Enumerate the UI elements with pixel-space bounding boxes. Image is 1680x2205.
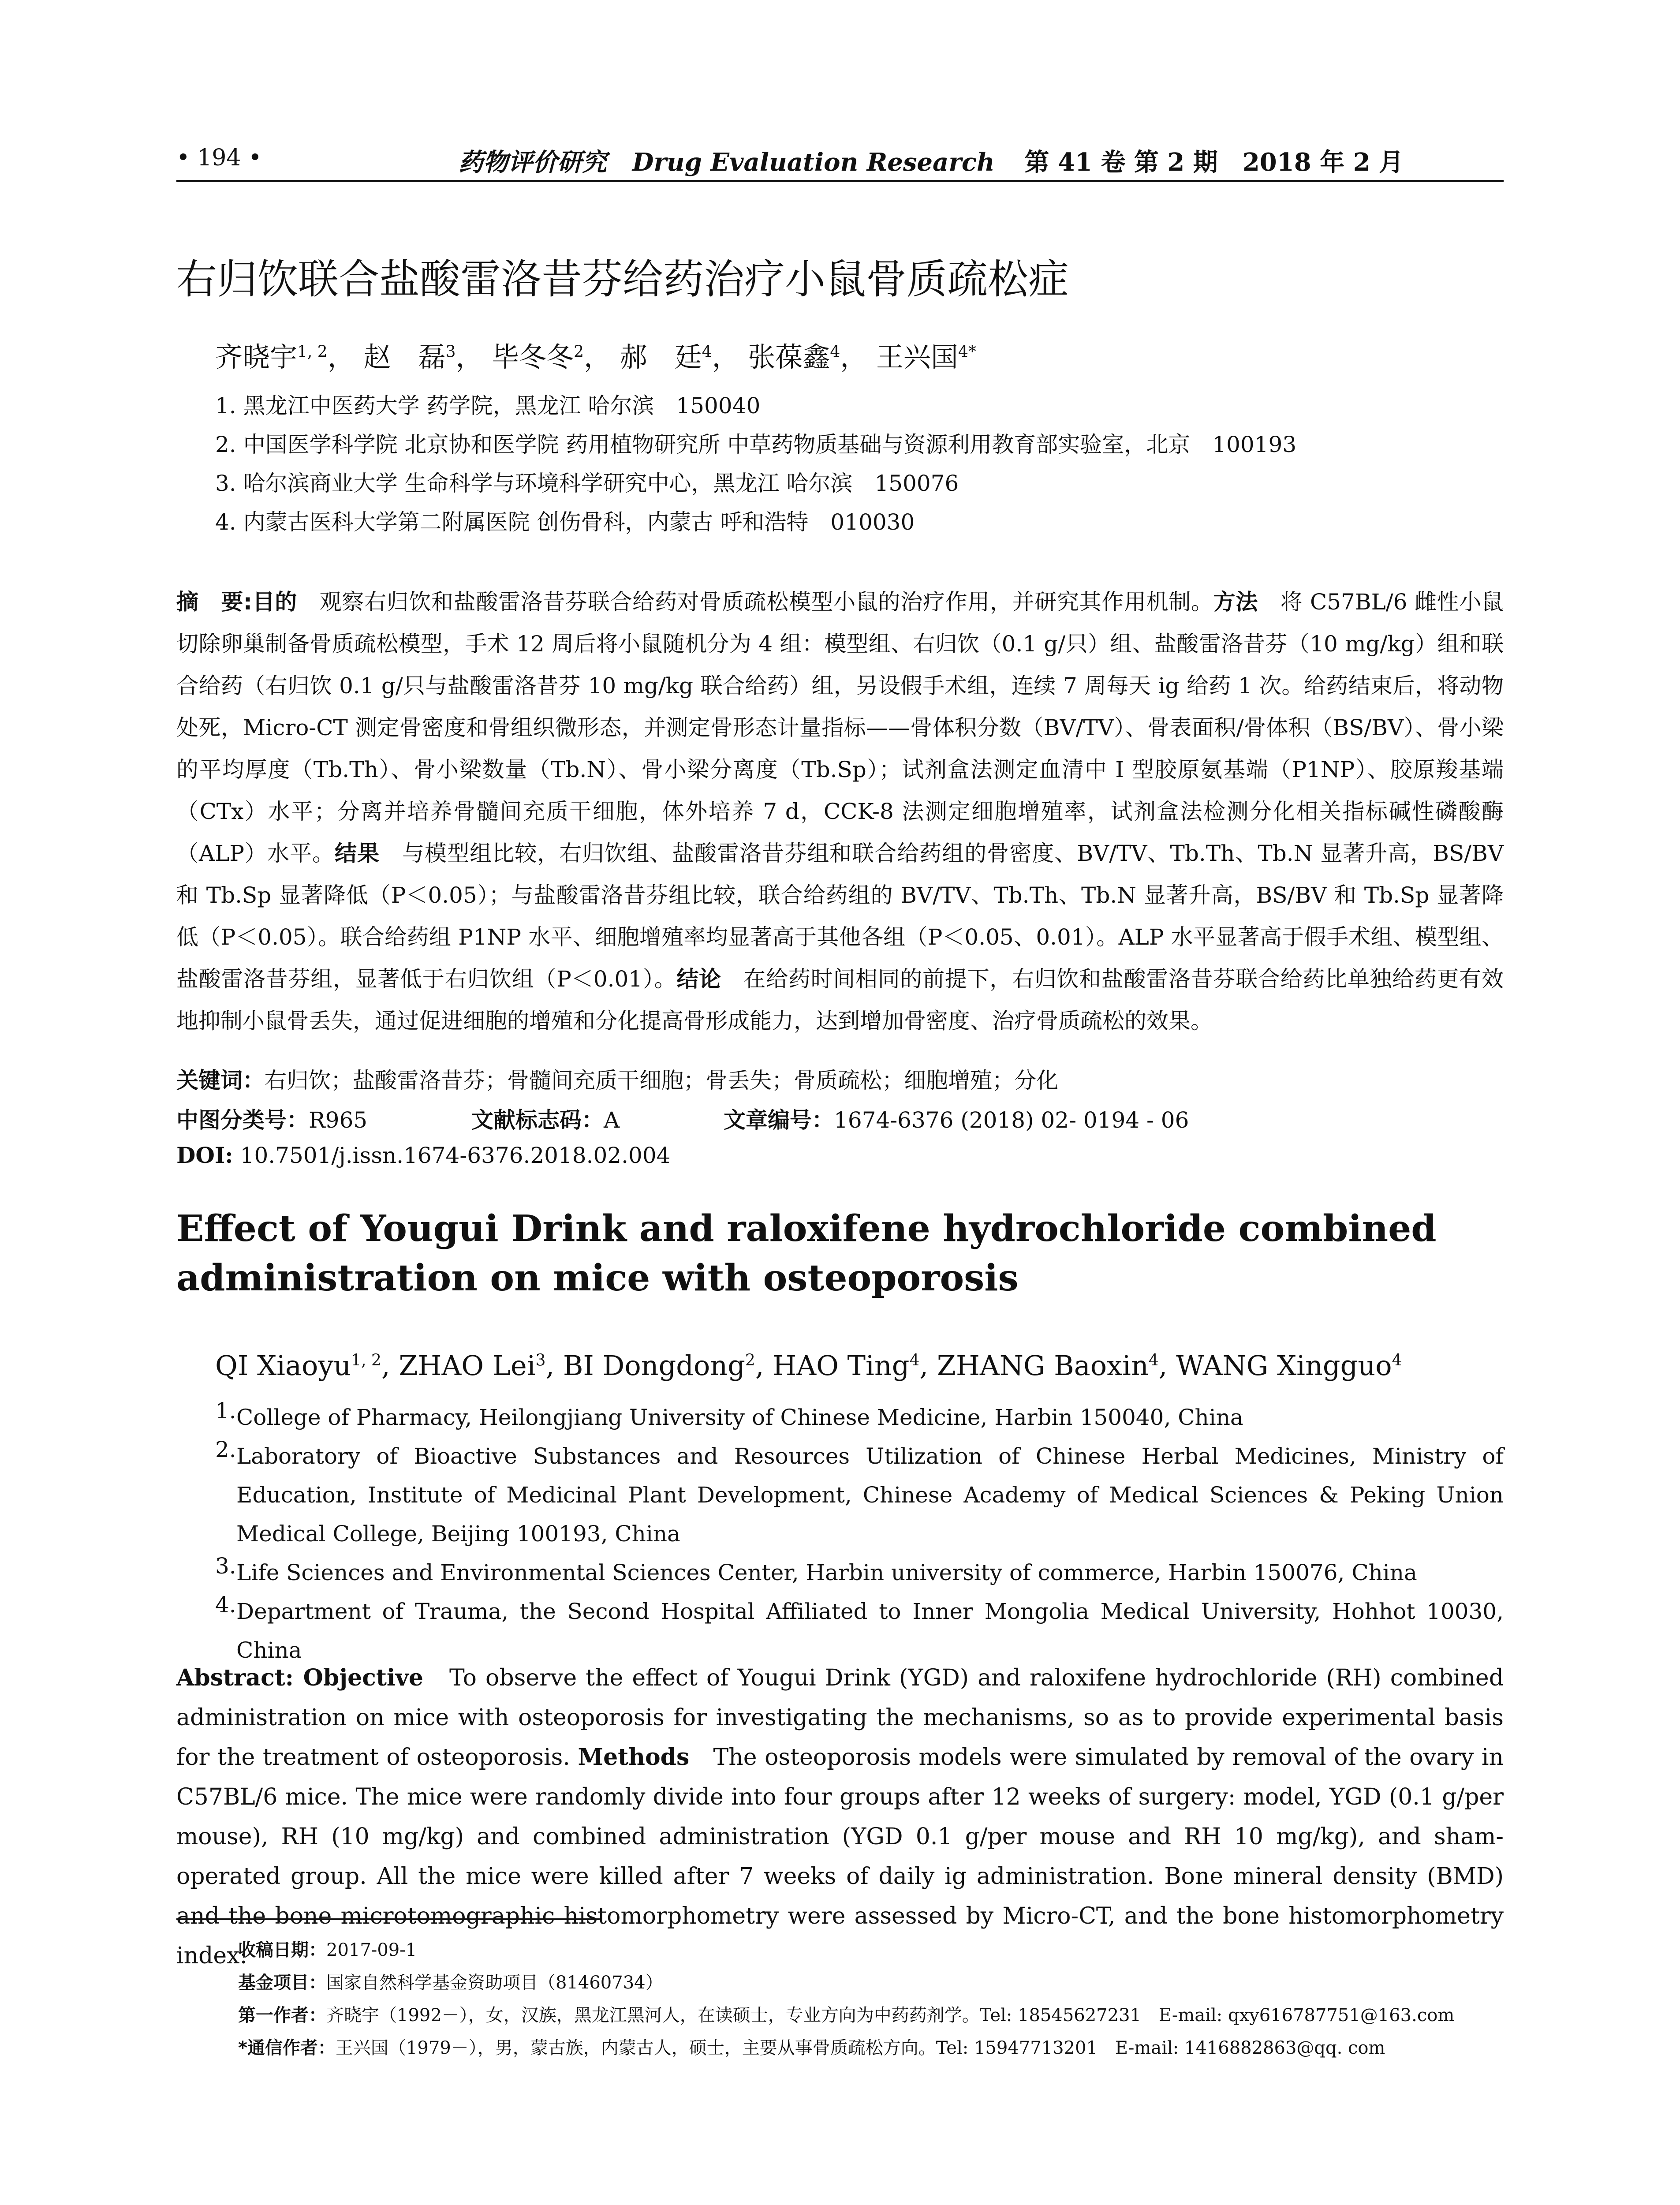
objective-text: 观察右归饮和盐酸雷洛昔芬联合给药对骨质疏松模型小鼠的治疗作用，并研究其作用机制。 — [297, 589, 1213, 615]
author-affiliation-mark: 4 — [909, 1351, 920, 1370]
affiliation-text: College of Pharmacy, Heilongjiang University of Chinese Medicine, Harbin 150040, China — [236, 1405, 1243, 1430]
author: 毕冬冬 — [492, 341, 574, 373]
journal-issue: 第 41 卷 第 2 期 2018 年 2 月 — [1024, 148, 1404, 177]
methods-label-en: Methods — [578, 1744, 690, 1771]
author-en: WANG Xingguo — [1176, 1349, 1392, 1382]
footnote-value: 国家自然科学基金资助项目（81460734） — [326, 1973, 663, 1993]
author: 赵 磊 — [363, 341, 446, 373]
author-en: HAO Ting — [773, 1349, 910, 1382]
running-header — [176, 140, 1504, 182]
author-affiliation-mark: 4 — [702, 343, 712, 361]
affiliation-en — [215, 1437, 1504, 1553]
affiliation-en — [215, 1398, 1504, 1437]
page-number: • 194 • — [176, 145, 262, 171]
journal-name-en: Drug Evaluation Research — [632, 148, 995, 177]
affiliation-cn: 2. 中国医学科学院 北京协和医学院 药用植物研究所 中草药物质基础与资源利用教育部实验室，北京 100193 — [215, 432, 1297, 457]
footnote-corresponding — [238, 2034, 1385, 2059]
author-en: BI Dongdong — [563, 1349, 745, 1382]
affiliation-number: 2. — [215, 1437, 236, 1462]
affiliation-cn: 1. 黑龙江中医药大学 药学院，黑龙江 哈尔滨 150040 — [215, 393, 761, 419]
author-en: ZHANG Baoxin — [937, 1349, 1149, 1382]
abstract-label: 摘 要: — [176, 589, 253, 615]
journal-logo-cn: 药物评价研究 — [459, 148, 607, 177]
author-affiliation-mark: 2 — [745, 1351, 755, 1370]
conclusion-label: 结论 — [676, 966, 721, 992]
affiliation-text: Department of Trauma, the Second Hospital Affiliated to Inner Mongolia Medical University, Hohhot 10030, China — [236, 1599, 1504, 1663]
footnote-label: 收稿日期： — [238, 1940, 326, 1960]
author-en: QI Xiaoyu — [215, 1349, 351, 1382]
author-affiliation-mark: 1, 2 — [351, 1351, 381, 1370]
clc-label: 中图分类号： — [176, 1107, 309, 1133]
results-text: 与模型组比较，右归饮组、盐酸雷洛昔芬组和联合给药组的骨密度、BV/TV、Tb.Th、Tb.N 显著升高，BS/BV 和 Tb.Sp 显著降低（P＜0.05）；与盐酸雷洛昔芬组比较，联合给药组的 BV/TV、Tb.Th、Tb.N 显著升高，BS/BV 和 Tb.Sp 显著降低（P＜0.05）。联合给药组 P1NP 水平、细胞增殖率均显著高于其他各组（P＜0.05、0.01）。ALP 水平显著高于假手术组、模型组、盐酸雷洛昔芬组，显著低于右归饮组（P＜0.01）。 — [176, 841, 1504, 992]
footnote-value: 齐晓宇（1992－），女，汉族，黑龙江黑河人，在读硕士，专业方向为中药药剂学。Tel: 18545627231 E-mail: qxy616787751@163.com — [326, 2005, 1455, 2026]
article-title-cn: 右归饮联合盐酸雷洛昔芬给药治疗小鼠骨质疏松症 — [176, 256, 1069, 303]
footnote-funding — [238, 1969, 663, 1994]
abstract-cn — [176, 581, 1504, 1042]
footnote-label: *通信作者： — [238, 2038, 336, 2058]
author-affiliation-mark: 2 — [574, 343, 584, 361]
affiliation-cn: 3. 哈尔滨商业大学 生命科学与环境科学研究中心，黑龙江 哈尔滨 150076 — [215, 471, 959, 496]
conclusion-text: 在给药时间相同的前提下，右归饮和盐酸雷洛昔芬联合给药比单独给药更有效地抑制小鼠骨丢失，通过促进细胞的增殖和分化提高骨形成能力，达到增加骨密度、治疗骨质疏松的效果。 — [176, 966, 1504, 1034]
article-no-label: 文章编号： — [724, 1107, 834, 1133]
footnote-received — [238, 1936, 417, 1961]
affiliation-number: 3. — [215, 1553, 236, 1579]
footnote-value: 2017-09-1 — [326, 1940, 417, 1960]
author-affiliation-mark: 4* — [958, 343, 976, 361]
clc-value: R965 — [309, 1107, 368, 1133]
doc-code-label: 文献标志码： — [471, 1107, 604, 1133]
doi-line — [176, 1142, 670, 1168]
author-affiliation-mark: 1, 2 — [297, 343, 328, 361]
affiliation-en — [215, 1553, 1504, 1592]
journal-info — [459, 143, 1404, 178]
footnote-label: 基金项目： — [238, 1973, 326, 1993]
footnote-label: 第一作者： — [238, 2005, 326, 2026]
results-label: 结果 — [335, 841, 380, 866]
doi-value: 10.7501/j.issn.1674-6376.2018.02.004 — [233, 1143, 671, 1168]
author-affiliation-mark: 3 — [445, 343, 456, 361]
keywords-label: 关键词： — [176, 1068, 265, 1093]
affiliation-text: Life Sciences and Environmental Sciences Center, Harbin university of commerce, Harbin 150076, China — [236, 1560, 1417, 1585]
authors-en: QI Xiaoyu$^{1, 2}$, ZHAO Lei$^3$, BI Dongdong$^2$, HAO Ting$^4$, ZHANG Baoxin$^4$, WANG Xingguo$^4$ — [215, 1349, 1402, 1382]
author-affiliation-mark: 4 — [830, 343, 840, 361]
author: 郝 廷 — [620, 341, 702, 373]
footnote-first-author — [238, 2001, 1454, 2026]
author: 王兴国 — [876, 341, 959, 373]
affiliation-text: Laboratory of Bioactive Substances and Resources Utilization of Chinese Herbal Medicines, Ministry of Education, Institute of Medicinal Plant Development, Chinese Academy of Medical Sciences & Peking Union Medical College, Beijing 100193, China — [236, 1443, 1504, 1547]
methods-label: 方法 — [1213, 589, 1258, 615]
doc-code-value: A — [604, 1107, 620, 1133]
author-affiliation-mark: 4 — [1148, 1351, 1159, 1370]
keywords-cn — [176, 1063, 1058, 1095]
objective-label: 目的 — [252, 589, 298, 615]
classification-line — [176, 1102, 1189, 1134]
author-en: ZHAO Lei — [399, 1349, 536, 1382]
affiliation-number: 4. — [215, 1592, 236, 1618]
abstract-en — [176, 1658, 1504, 1976]
author-affiliation-mark: 3 — [535, 1351, 546, 1370]
article-title-en: Effect of Yougui Drink and raloxifene hydrochloride combined administration on mice with osteoporosis — [176, 1207, 1437, 1299]
footnote-rule — [176, 1918, 600, 1920]
doi-label: DOI: — [176, 1142, 233, 1168]
footnote-value: 王兴国（1979－），男，蒙古族，内蒙古人，硕士，主要从事骨质疏松方向。Tel: 15947713201 E-mail: 1416882863@qq. com — [335, 2038, 1385, 2058]
methods-text-en: The osteoporosis models were simulated by removal of the ovary in C57BL/6 mice. The mice were randomly divide into four groups after 12 weeks of surgery: model, YGD (0.1 g/per mouse), RH (10 mg/kg) and combined administration (YGD 0.1 g/per mouse and RH 10 mg/kg), and sham-operated group. All the mice were killed after 7 weeks of daily ig administration. Bone mineral density (BMD) and the bone microtomographic histomorphometry were assessed by Micro-CT, and the bone histomorphometry index: — [176, 1744, 1504, 1969]
keywords-text: 右归饮；盐酸雷洛昔芬；骨髓间充质干细胞；骨丢失；骨质疏松；细胞增殖；分化 — [265, 1068, 1058, 1093]
methods-text: 将 C57BL/6 雌性小鼠切除卵巢制备骨质疏松模型，手术 12 周后将小鼠随机分为 4 组：模型组、右归饮（0.1 g/只）组、盐酸雷洛昔芬（10 mg/kg）组和联合给药（右归饮 0.1 g/只与盐酸雷洛昔芬 10 mg/kg 联合给药）组，另设假手术组，连续 7 周每天 ig 给药 1 次。给药结束后，将动物处死，Micro-CT 测定骨密度和骨组织微形态，并测定骨形态计量指标——骨体积分数（BV/TV）、骨表面积/骨体积（BS/BV）、骨小梁的平均厚度（Tb.Th）、骨小梁数量（Tb.N）、骨小梁分离度（Tb.Sp）；试剂盒法测定血清中 I 型胶原氨基端（P1NP）、胶原羧基端（CTx）水平；分离并培养骨髓间充质干细胞，体外培养 7 d，CCK-8 法测定细胞增殖率，试剂盒法检测分化相关指标碱性磷酸酶（ALP）水平。 — [176, 589, 1504, 866]
author-affiliation-mark: 4 — [1392, 1351, 1402, 1370]
affiliation-number: 1. — [215, 1398, 236, 1424]
author: 齐晓宇 — [215, 341, 298, 373]
objective-text-en: To observe the effect of Yougui Drink (YGD) and raloxifene hydrochloride (RH) combined administration on mice with osteoporosis for investigating the mechanisms, so as to provide experimental basis for the treatment of osteoporosis. — [176, 1665, 1504, 1771]
article-no-value: 1674-6376 (2018) 02- 0194 - 06 — [834, 1107, 1189, 1133]
authors-cn: 齐晓宇$^{1, 2}$， 赵 磊$^3$， 毕冬冬$^2$， 郝 廷$^4$， 张葆鑫$^4$， 王兴国$^{4*}$ — [215, 341, 976, 373]
affiliation-cn: 4. 内蒙古医科大学第二附属医院 创伤骨科，内蒙古 呼和浩特 010030 — [215, 509, 915, 535]
author: 张葆鑫 — [748, 341, 830, 373]
abstract-objective-label: Abstract: Objective — [176, 1664, 423, 1691]
